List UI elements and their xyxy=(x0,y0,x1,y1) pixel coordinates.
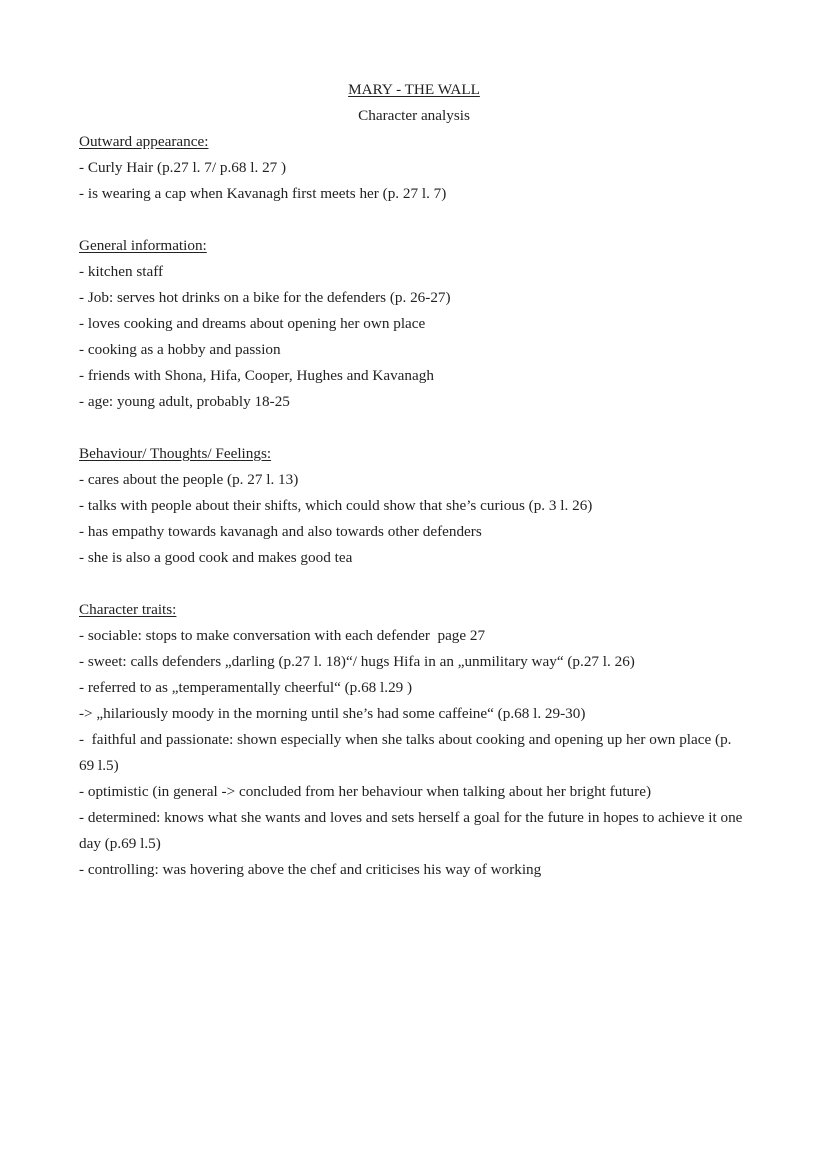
list-item: - optimistic (in general -> concluded from her behaviour when talking about her bright future) xyxy=(79,783,652,800)
list-item: - controlling: was hovering above the chef and criticises his way of working xyxy=(79,861,542,878)
item-list xyxy=(79,259,749,415)
section-heading: Outward appearance: xyxy=(79,133,209,150)
item-list xyxy=(79,623,749,883)
list-item: - kitchen staff xyxy=(79,263,164,280)
section-outward-appearance xyxy=(79,129,749,207)
list-item: - cooking as a hobby and passion xyxy=(79,341,281,358)
section-behaviour-thoughts-feelings xyxy=(79,441,749,571)
item-list xyxy=(79,155,749,207)
list-item: - age: young adult, probably 18-25 xyxy=(79,393,290,410)
list-item: - she is also a good cook and makes good tea xyxy=(79,549,353,566)
section-spacer xyxy=(79,415,749,441)
list-item: - referred to as „temperamentally cheerful“ (p.68 l.29 ) xyxy=(79,679,413,696)
document-subtitle: Character analysis xyxy=(358,107,470,124)
item-list xyxy=(79,467,749,571)
section-spacer xyxy=(79,207,749,233)
list-item: - faithful and passionate: shown especially when she talks about cooking and opening up her own place (p. 69 l.5) xyxy=(79,731,736,774)
list-item: - Curly Hair (p.27 l. 7/ p.68 l. 27 ) xyxy=(79,159,287,176)
section-heading: Behaviour/ Thoughts/ Feelings: xyxy=(79,445,272,462)
section-heading: Character traits: xyxy=(79,601,177,618)
list-item: - sweet: calls defenders „darling (p.27 l. 18)“/ hugs Hifa in an „unmilitary way“ (p.27 l. 26) xyxy=(79,653,635,670)
list-item: - talks with people about their shifts, which could show that she’s curious (p. 3 l. 26) xyxy=(79,497,593,514)
list-item: - sociable: stops to make conversation with each defender page 27 xyxy=(79,627,486,644)
list-item: - cares about the people (p. 27 l. 13) xyxy=(79,471,299,488)
list-item: - loves cooking and dreams about opening her own place xyxy=(79,315,426,332)
list-item: - Job: serves hot drinks on a bike for the defenders (p. 26-27) xyxy=(79,289,451,306)
document-page xyxy=(79,77,749,883)
list-item: - friends with Shona, Hifa, Cooper, Hughes and Kavanagh xyxy=(79,367,434,384)
section-heading: General information: xyxy=(79,237,207,254)
list-item: - is wearing a cap when Kavanagh first meets her (p. 27 l. 7) xyxy=(79,185,447,202)
list-item: - determined: knows what she wants and loves and sets herself a goal for the future in hopes to achieve it one day (p.69 l.5) xyxy=(79,809,747,852)
section-character-traits xyxy=(79,597,749,883)
document-title: MARY - THE WALL xyxy=(348,81,480,98)
list-item: -> „hilariously moody in the morning until she’s had some caffeine“ (p.68 l. 29-30) xyxy=(79,705,586,722)
section-general-information xyxy=(79,233,749,415)
section-spacer xyxy=(79,571,749,597)
list-item: - has empathy towards kavanagh and also towards other defenders xyxy=(79,523,482,540)
